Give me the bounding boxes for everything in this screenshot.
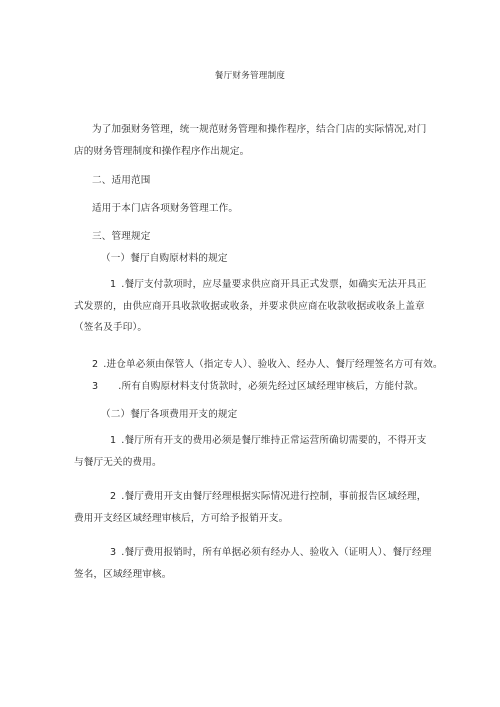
- document-title: 餐厅财务管理制度: [214, 71, 286, 81]
- sub2-item-3-number: 3: [110, 547, 117, 558]
- sub2-item-3: [74, 542, 434, 585]
- subsection-2-heading: （二）餐厅各项费用开支的规定: [101, 409, 238, 420]
- sub1-item-1-number: 1: [110, 279, 117, 290]
- sub2-item-1-number: 1: [110, 435, 117, 446]
- sub1-item-3: [92, 381, 424, 393]
- sub1-item-3-number: 3: [92, 381, 99, 392]
- sub1-item-2: [92, 359, 443, 371]
- sub1-item-2-number: 2: [92, 359, 99, 370]
- sub1-item-1: [74, 274, 434, 339]
- sub1-item-3-text: .所有自购原材料支付货款时，必须先经过区域经理审核后，方能付款。: [118, 381, 424, 392]
- subsection-1-heading: （一）餐厅自购原材料的规定: [101, 253, 228, 264]
- sub2-item-1-text: .餐厅所有开支的费用必须是餐厅维持正常运营所确切需要的，不得开支与餐厅无关的费用。: [74, 435, 427, 468]
- sub2-item-2-number: 2: [110, 491, 117, 502]
- intro-paragraph: 为了加强财务管理，统一规范财务管理和操作程序，结合门店的实际情况,对门店的财务管理制度和操作程序作出规定。: [74, 124, 427, 157]
- sub1-item-2-text: .进仓单必须由保管人（指定专人）、验收入、经办人、餐厅经理签名方可有效。: [103, 359, 443, 370]
- section-3-heading: 三、管理规定: [92, 231, 151, 242]
- sub2-item-2-text: .餐厅费用开支由餐厅经理根据实际情况进行控制，事前报告区域经理，费用开支经区域经理审核后，方可给予报销开支。: [74, 491, 427, 524]
- sub2-item-2: [74, 486, 434, 529]
- sub2-item-3-text: .餐厅费用报销时，所有单据必须有经办人、验收入（证明人）、餐厅经理签名，区域经理审核。: [74, 547, 432, 580]
- section-2-body: 适用于本门店各项财务管理工作。: [92, 203, 239, 214]
- sub1-item-1-text: .餐厅支付款项时，应尽量要求供应商开具正式发票，如确实无法开具正式发票的，由供应商开具收款收据或收条，并要求供应商在收款收据或收条上盖章（签名及手印）。: [74, 279, 427, 333]
- section-2-heading: 二、适用范围: [92, 175, 151, 186]
- sub2-item-1: [74, 430, 434, 473]
